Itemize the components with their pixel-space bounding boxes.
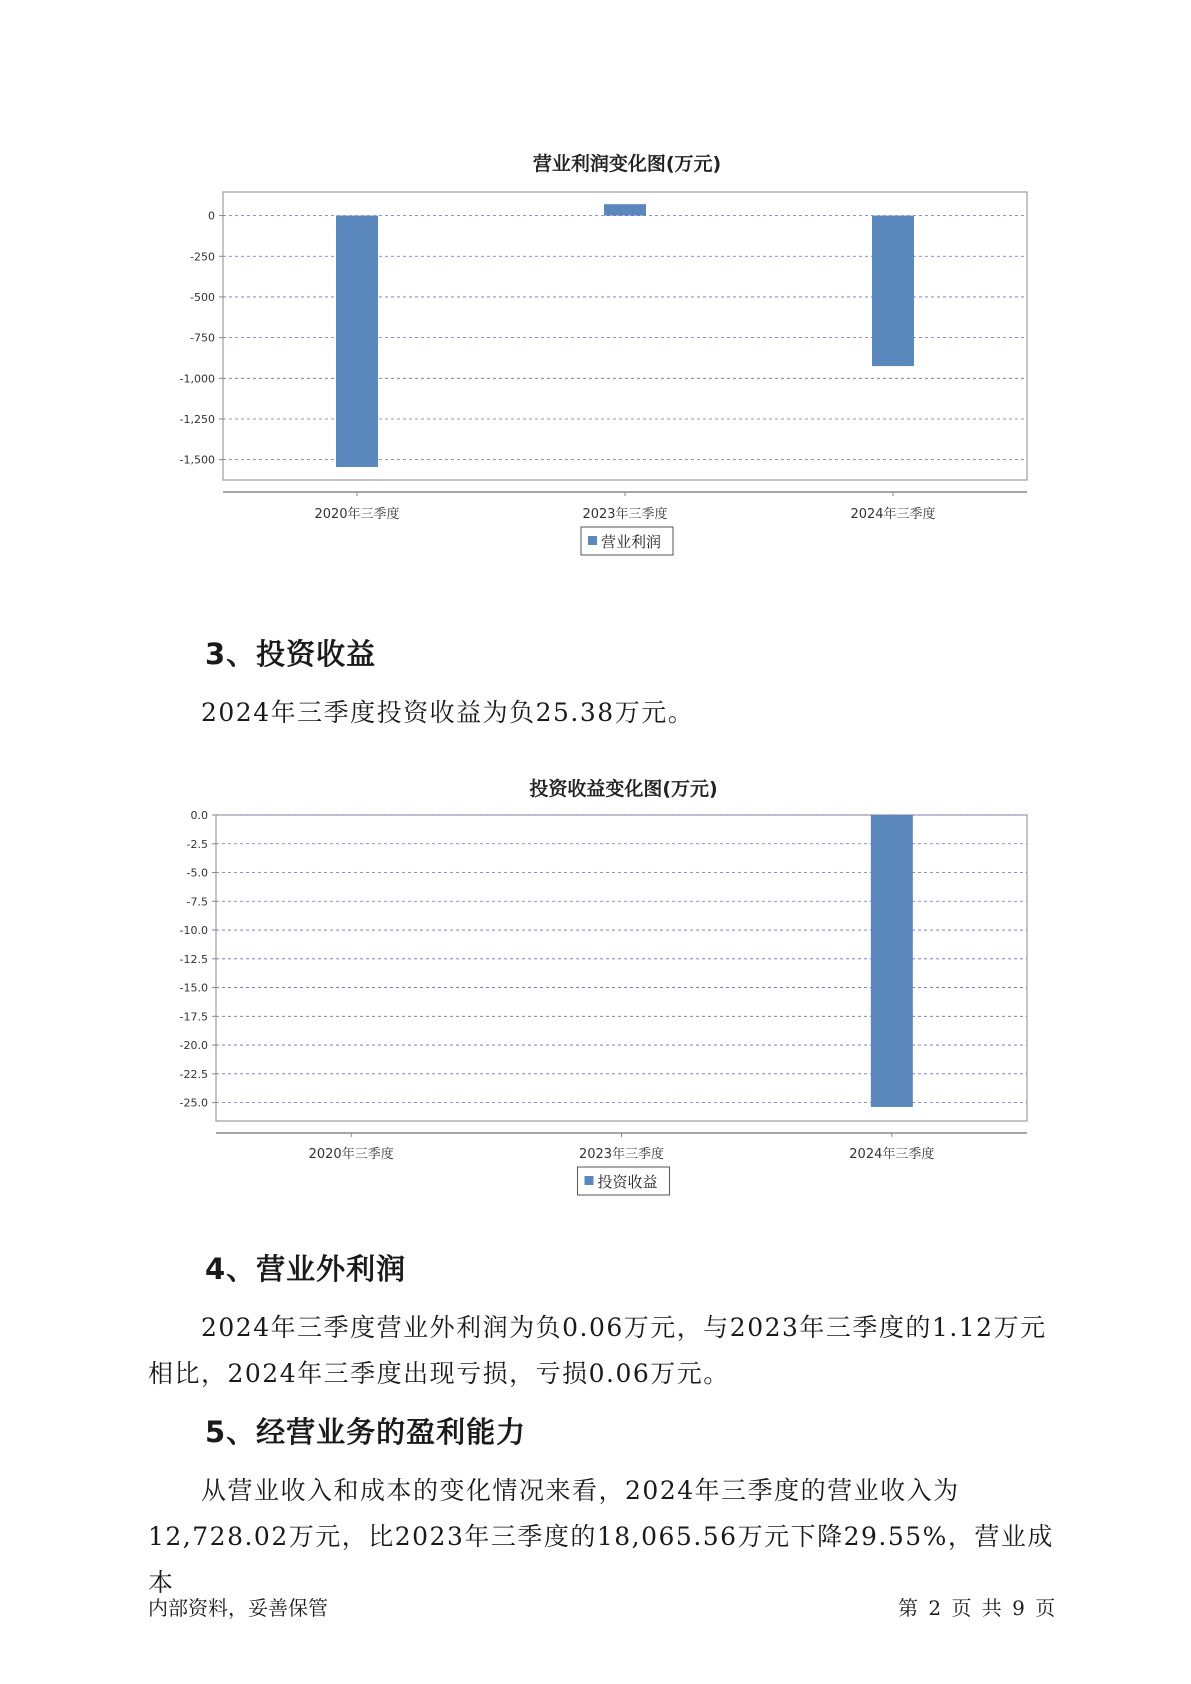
- investment-income-chart-svg: [150, 765, 1050, 1225]
- x-tick-label: 2020年三季度: [308, 1147, 394, 1162]
- bar-2020年三季度: [336, 216, 378, 467]
- section-3-text: 2024年三季度投资收益为负25.38万元。: [201, 698, 695, 727]
- legend-label: 投资收益: [597, 1173, 658, 1191]
- bar-2024年三季度: [872, 216, 914, 367]
- y-tick-label: -12.5: [179, 952, 208, 966]
- x-tick-label: 2023年三季度: [582, 507, 668, 522]
- y-tick-label: -250: [190, 250, 215, 264]
- y-tick-label: -5.0: [186, 866, 208, 880]
- chart-title: 投资收益变化图(万元): [529, 778, 718, 800]
- y-tick-label: -500: [190, 290, 215, 304]
- x-tick-label: 2024年三季度: [849, 1147, 935, 1162]
- section-4-text: 2024年三季度营业外利润为负0.06万元，与2023年三季度的1.12万元相比，2024年三季度出现亏损，亏损0.06万元。: [148, 1313, 1047, 1388]
- section-3-heading: 3、投资收益: [205, 637, 377, 671]
- y-tick-label: -22.5: [179, 1067, 208, 1081]
- y-tick-label: -10.0: [179, 924, 208, 938]
- investment-income-chart: [150, 765, 1050, 1225]
- section-5-heading: 5、经营业务的盈利能力: [205, 1415, 527, 1449]
- y-tick-label: 0.0: [190, 809, 208, 822]
- operating-profit-chart-svg: [150, 140, 1050, 600]
- y-tick-label: -7.5: [186, 895, 208, 909]
- y-tick-label: 0: [208, 209, 215, 223]
- x-tick-label: 2024年三季度: [850, 507, 936, 522]
- bar-2024年三季度: [871, 815, 913, 1107]
- y-tick-label: -1,500: [179, 453, 215, 467]
- y-tick-label: -1,000: [179, 372, 215, 386]
- bar-2023年三季度: [604, 204, 646, 215]
- y-tick-label: -750: [190, 331, 215, 345]
- legend-label: 营业利润: [601, 533, 662, 551]
- y-tick-label: -2.5: [186, 837, 208, 851]
- chart-title: 营业利润变化图(万元): [532, 153, 722, 175]
- legend-swatch: [585, 1176, 594, 1185]
- section-5-text: 从营业收入和成本的变化情况来看，2024年三季度的营业收入为12,728.02万元，比2023年三季度的18,065.56万元下降29.55%，营业成本: [148, 1476, 1054, 1597]
- y-tick-label: -1,250: [179, 412, 215, 426]
- footer-page-number: 第 2 页 共 9 页: [898, 1596, 1058, 1620]
- section-4-heading: 4、营业外利润: [205, 1252, 407, 1286]
- y-tick-label: -25.0: [179, 1096, 208, 1110]
- legend-swatch: [588, 536, 597, 545]
- x-tick-label: 2023年三季度: [578, 1147, 665, 1162]
- y-tick-label: -20.0: [179, 1039, 208, 1053]
- footer-confidential-note: 内部资料，妥善保管: [148, 1596, 328, 1620]
- x-tick-label: 2020年三季度: [314, 507, 400, 522]
- y-tick-label: -15.0: [179, 981, 208, 995]
- y-tick-label: -17.5: [179, 1010, 208, 1024]
- operating-profit-chart: [150, 140, 1050, 600]
